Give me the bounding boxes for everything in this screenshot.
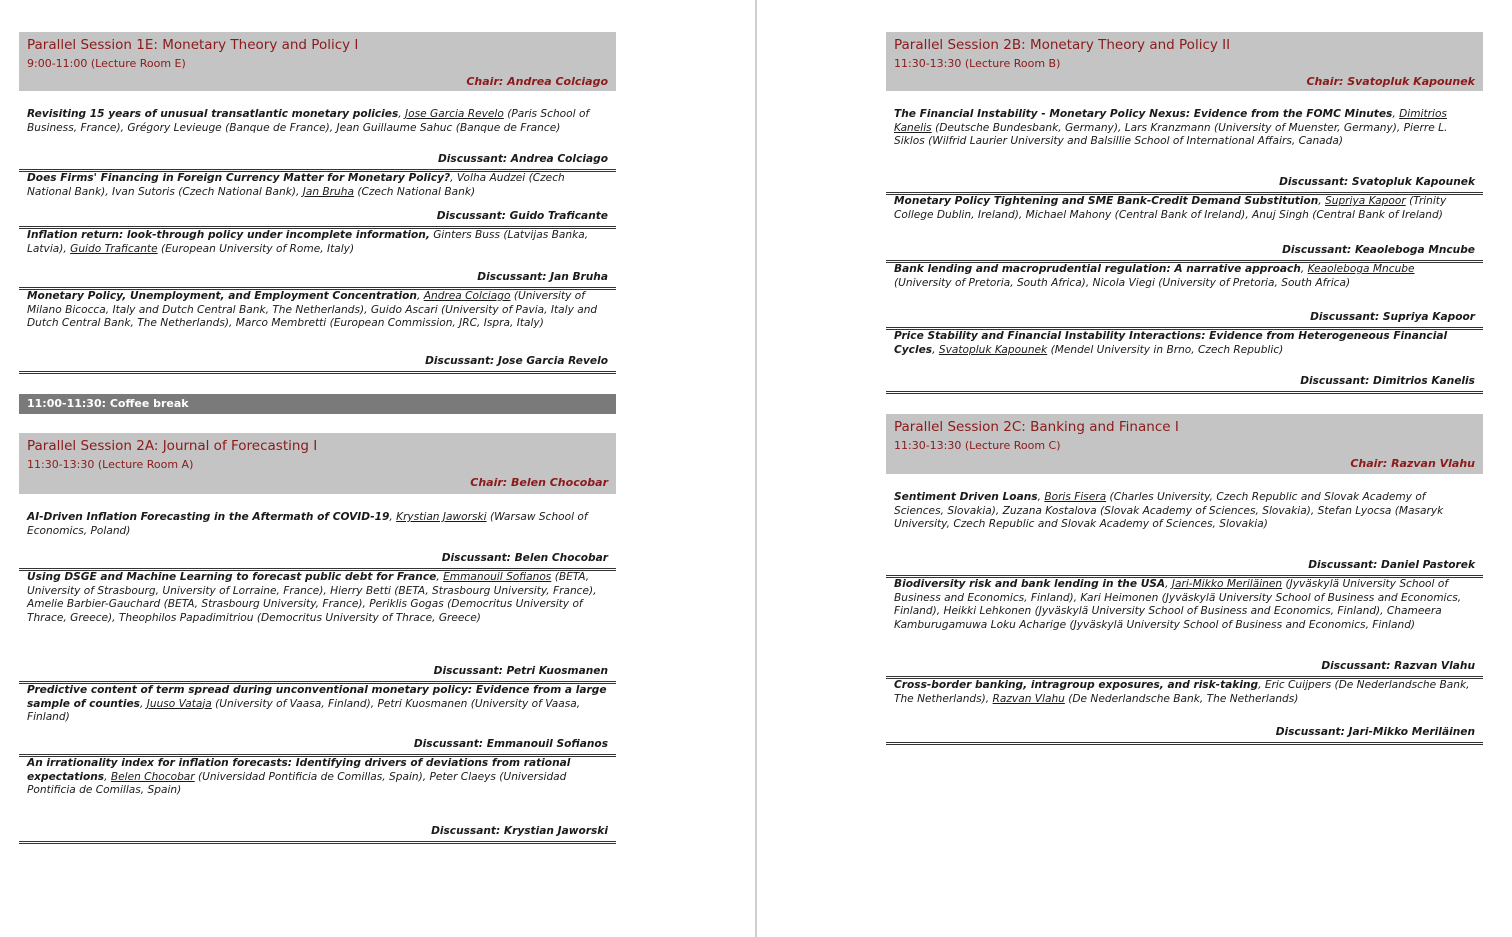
paper-title: Does Firms' Financing in Foreign Currency Matter for Monetary Policy? xyxy=(27,172,451,184)
paper-presenter[interactable]: Svatopluk Kapounek xyxy=(938,343,1048,356)
paper-separator: , xyxy=(416,290,424,302)
paper-discussant: Discussant: Jari-Mikko Meriläinen xyxy=(1275,726,1475,738)
paper-separator: , xyxy=(1037,491,1045,503)
paper-separator: , xyxy=(932,343,939,356)
paper-title: Cross-border banking, intragroup exposures, and risk-taking xyxy=(894,679,1259,691)
paper-authors: (De Nederlandsche Bank, The Netherlands) xyxy=(1064,692,1299,705)
paper-separator: , xyxy=(1165,578,1172,590)
paper-presenter[interactable]: Supriya Kapoor xyxy=(1325,195,1406,207)
paper-title: Predictive content of term spread during unconventional monetary policy: Evidence from a large sample of counties xyxy=(27,684,607,710)
paper-presenter[interactable]: Emmanouil Sofianos xyxy=(443,571,552,583)
paper-authors: (Jyväskylä University School of Business and Economics, Finland), Kari Heimonen (Jyväskylä University School of Business and Economics, Finland), Heikki Lehkonen (Jyväskylä University School of Business and Economics, Finland), Chameera Kamburugamuwa Loku Acharige (Jyväskylä University School of Business and Economics, Finland) xyxy=(894,578,1462,631)
paper-title: The Financial Instability - Monetary Policy Nexus: Evidence from the FOMC Minutes xyxy=(894,108,1393,120)
paper-item xyxy=(886,108,1483,195)
paper-presenter[interactable]: Jan Bruha xyxy=(302,185,354,198)
session-header-1e xyxy=(19,32,616,91)
paper-separator: , xyxy=(1392,108,1400,120)
paper-discussant: Discussant: Belen Chocobar xyxy=(441,552,608,564)
paper-item xyxy=(19,757,616,844)
session-chair: Chair: Belen Chocobar xyxy=(470,476,608,489)
right-column xyxy=(886,32,1483,745)
paper-authors: (University of Milano Bicocca, Italy and Dutch Central Bank, The Netherlands), Guido Ascari (University of Pavia, Italy and Dutch Central Bank, The Netherlands), Marco Membretti (European Commission, JRC, Ispra, Italy) xyxy=(27,290,598,330)
paper-authors: (Czech National Bank) xyxy=(353,185,476,198)
session-chair: Chair: Razvan Vlahu xyxy=(1350,457,1475,470)
paper-discussant: Discussant: Jose Garcia Revelo xyxy=(425,355,608,367)
session-chair: Chair: Andrea Colciago xyxy=(466,75,608,88)
paper-presenter[interactable]: Jose Garcia Revelo xyxy=(405,108,504,120)
paper-separator: , xyxy=(398,108,406,120)
session-chair: Chair: Svatopluk Kapounek xyxy=(1306,75,1475,88)
paper-presenter[interactable]: Jari-Mikko Meriläinen xyxy=(1171,578,1283,590)
paper-presenter[interactable]: Razvan Vlahu xyxy=(992,692,1065,705)
paper-authors-pre: , Volha Audzei (Czech National Bank), Ivan Sutoris (Czech National Bank), xyxy=(27,172,565,198)
session-time: 11:30-13:30 (Lecture Room C) xyxy=(894,439,1061,452)
paper-item xyxy=(19,229,616,290)
paper-item xyxy=(886,679,1483,745)
paper-separator: , xyxy=(1300,263,1308,275)
paper-authors: (Charles University, Czech Republic and Slovak Academy of Sciences, Slovakia), Zuzana Kostalova (Slovak Academy of Sciences, Slovakia), Stefan Lyocsa (Masaryk University, Czech Republic and Slovak Academy of Sciences, Slovakia) xyxy=(894,491,1444,531)
paper-discussant: Discussant: Svatopluk Kapounek xyxy=(1279,176,1475,188)
paper-authors: (Trinity College Dublin, Ireland), Michael Mahony (Central Bank of Ireland), Anuj Singh (Central Bank of Ireland) xyxy=(894,195,1447,221)
paper-authors: (Paris School of Business, France), Grégory Levieuge (Banque de France), Jean Guillaume Sahuc (Banque de France) xyxy=(27,108,590,134)
paper-item xyxy=(19,108,616,172)
paper-item xyxy=(19,172,616,229)
session-header-2b xyxy=(886,32,1483,91)
paper-presenter[interactable]: Dimitrios Kanelis xyxy=(894,108,1447,134)
paper-presenter[interactable]: Boris Fisera xyxy=(1044,491,1107,503)
paper-title: AI-Driven Inflation Forecasting in the Aftermath of COVID-19 xyxy=(27,511,390,523)
session-title: Parallel Session 2C: Banking and Finance I xyxy=(894,419,1179,435)
session-title: Parallel Session 1E: Monetary Theory and Policy I xyxy=(27,37,359,53)
session-title: Parallel Session 2A: Journal of Forecasting I xyxy=(27,438,318,454)
paper-discussant: Discussant: Guido Traficante xyxy=(436,210,608,222)
paper-separator: , xyxy=(104,770,111,783)
paper-separator: , xyxy=(139,697,147,710)
page-divider xyxy=(755,0,757,937)
paper-discussant: Discussant: Keaoleboga Mncube xyxy=(1282,244,1475,256)
paper-item xyxy=(19,571,616,684)
paper-authors: (University of Pretoria, South Africa), Nicola Viegi (University of Pretoria, South Africa) xyxy=(894,276,1351,289)
paper-authors: (BETA, University of Strasbourg, University of Lorraine, France), Hierry Betti (BETA, Strasbourg University, France), Amelie Barbier-Gauchard (BETA, Strasbourg University, France), Periklis Gogas (Democritus University of Thrace, Greece), Theophilos Papadimitriou (Democritus University of Thrace, Greece) xyxy=(27,571,597,624)
paper-item xyxy=(886,195,1483,263)
paper-title: Revisiting 15 years of unusual transatlantic monetary policies xyxy=(27,108,399,120)
session-title: Parallel Session 2B: Monetary Theory and Policy II xyxy=(894,37,1231,53)
paper-title: Using DSGE and Machine Learning to forecast public debt for France xyxy=(27,571,437,583)
paper-discussant: Discussant: Daniel Pastorek xyxy=(1308,559,1475,571)
paper-title: Sentiment Driven Loans xyxy=(894,491,1038,503)
paper-discussant: Discussant: Jan Bruha xyxy=(477,271,608,283)
paper-separator: , xyxy=(389,511,397,523)
paper-item xyxy=(19,511,616,571)
coffee-break-bar: 11:00-11:30: Coffee break xyxy=(19,394,616,414)
paper-authors: (University of Vaasa, Finland), Petri Kuosmanen (University of Vaasa, Finland) xyxy=(27,697,581,724)
paper-item xyxy=(19,684,616,757)
session-header-2a xyxy=(19,433,616,494)
paper-discussant: Discussant: Andrea Colciago xyxy=(437,153,608,165)
left-column xyxy=(19,32,616,844)
paper-discussant: Discussant: Krystian Jaworski xyxy=(431,825,608,837)
paper-presenter[interactable]: Belen Chocobar xyxy=(110,770,195,783)
paper-discussant: Discussant: Supriya Kapoor xyxy=(1310,311,1475,323)
paper-separator: , xyxy=(1318,195,1325,207)
paper-item xyxy=(886,578,1483,679)
paper-item xyxy=(886,330,1483,394)
paper-authors: (Mendel University in Brno, Czech Republic) xyxy=(1047,343,1284,356)
paper-title: Monetary Policy Tightening and SME Bank-Credit Demand Substitution xyxy=(894,195,1319,207)
paper-item xyxy=(886,491,1483,578)
paper-title: Monetary Policy, Unemployment, and Employment Concentration xyxy=(27,290,417,302)
paper-presenter[interactable]: Juuso Vataja xyxy=(146,697,212,710)
paper-presenter[interactable]: Keaoleboga Mncube xyxy=(1307,263,1415,275)
session-time: 11:30-13:30 (Lecture Room B) xyxy=(894,57,1061,70)
paper-discussant: Discussant: Razvan Vlahu xyxy=(1321,660,1475,672)
paper-presenter[interactable]: Andrea Colciago xyxy=(423,290,511,302)
paper-authors: (Warsaw School of Economics, Poland) xyxy=(27,511,588,537)
session-time: 9:00-11:00 (Lecture Room E) xyxy=(27,57,186,70)
session-header-2c xyxy=(886,414,1483,474)
paper-separator: , xyxy=(436,571,444,583)
paper-discussant: Discussant: Emmanouil Sofianos xyxy=(413,738,608,750)
paper-title: Biodiversity risk and bank lending in the USA xyxy=(894,578,1166,590)
paper-authors: (Universidad Pontificia de Comillas, Spain), Peter Claeys (Universidad Pontificia de Comillas, Spain) xyxy=(27,770,567,797)
paper-discussant: Discussant: Petri Kuosmanen xyxy=(433,665,608,677)
paper-presenter[interactable]: Krystian Jaworski xyxy=(396,511,487,523)
paper-title: Price Stability and Financial Instability Interactions: Evidence from Heterogeneous Financial Cycles xyxy=(894,330,1448,356)
paper-authors: (Deutsche Bundesbank, Germany), Lars Kranzmann (University of Muenster, Germany), Pierre L. Siklos (Wilfrid Laurier University and Balsillie School of International Affairs, Canada) xyxy=(894,121,1448,148)
paper-authors-pre: Ginters Buss (Latvijas Banka, Latvia), xyxy=(27,229,589,255)
paper-item xyxy=(886,263,1483,330)
paper-title: Bank lending and macroprudential regulation: A narrative approach xyxy=(894,263,1301,275)
paper-presenter[interactable]: Guido Traficante xyxy=(70,242,158,255)
paper-authors-pre: , Eric Cuijpers (De Nederlandsche Bank, The Netherlands), xyxy=(894,679,1470,705)
paper-title: Inflation return: look-through policy under incomplete information, xyxy=(27,229,430,241)
paper-discussant: Discussant: Dimitrios Kanelis xyxy=(1300,375,1475,387)
session-time: 11:30-13:30 (Lecture Room A) xyxy=(27,458,194,471)
paper-title: An irrationality index for inflation forecasts: Identifying drivers of deviations from rational expectations xyxy=(27,757,571,783)
paper-item xyxy=(19,290,616,374)
paper-authors: (European University of Rome, Italy) xyxy=(157,242,355,255)
